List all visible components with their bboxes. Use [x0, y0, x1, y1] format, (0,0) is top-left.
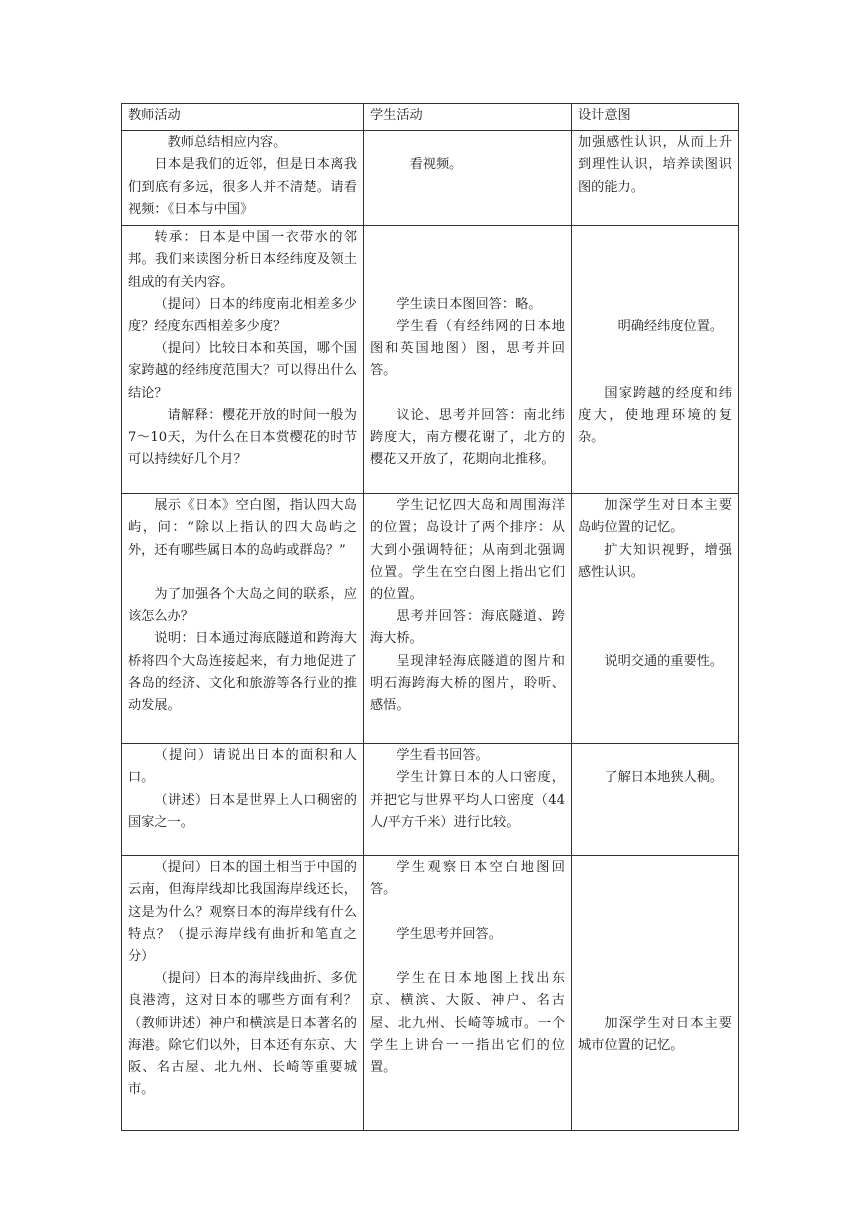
paragraph: 学生观察日本空白地图回答。: [370, 860, 565, 898]
teacher-activity-cell: [122, 131, 364, 226]
paragraph: [578, 272, 732, 294]
paragraph: 学生在日本地图上找出东京、横滨、大阪、神户、名古屋、北九州、长崎等城市。一个学生上讲台一一指出它们的位置。: [370, 971, 565, 1076]
design-intent-cell: [572, 856, 739, 1131]
student-activity-cell: [364, 494, 572, 744]
paragraph: （提问）日本的纬度南北相差多少度？经度东西相差多少度？: [128, 296, 357, 335]
teacher-activity-cell: [122, 856, 364, 1131]
paragraph: 展示《日本》空白图，指认四大岛屿，问：“除以上指认的四大岛屿之外，还有哪些属日本的岛屿或群岛？”: [128, 498, 357, 558]
paragraph: （提问）比较日本和英国，哪个国家跨越的经纬度范围大？可以得出什么结论？: [128, 341, 357, 401]
paragraph: [578, 924, 732, 946]
student-activity-cell: [364, 226, 572, 494]
paragraph: （讲述）日本是世界上人口稠密的国家之一。: [128, 792, 357, 830]
teacher-activity-cell: [122, 494, 364, 744]
paragraph: [128, 562, 357, 584]
design-intent-cell: [572, 131, 739, 226]
paragraph: 看视频。: [409, 157, 463, 173]
paragraph: [578, 745, 732, 767]
paragraph: 转承：日本是中国一衣带水的邻邦。我们来读图分析日本经纬度及领土组成的有关内容。: [128, 230, 357, 290]
paragraph: [578, 628, 732, 650]
paragraph: [578, 857, 732, 879]
paragraph: 加深学生对日本主要岛屿位置的记忆。: [578, 498, 732, 536]
paragraph: [578, 294, 732, 316]
paragraph: 加强感性认识，从而上升到理性认识，培养读图识图的能力。: [578, 135, 732, 195]
paragraph: 教师总结相应内容。: [167, 135, 287, 151]
teacher-activity-cell: [122, 226, 364, 494]
paragraph: [370, 383, 565, 405]
paragraph: 学生读日本图回答：略。: [396, 296, 542, 312]
paragraph: [578, 249, 732, 271]
paragraph: 呈现津轻海底隧道的图片和明石海跨海大桥的图片，聆听、感悟。: [370, 653, 565, 714]
paragraph: [578, 584, 732, 606]
paragraph: [370, 132, 565, 154]
design-intent-cell: [572, 494, 739, 744]
paragraph: （提问）请说出日本的面积和人口。: [128, 748, 357, 786]
paragraph: [578, 990, 732, 1012]
paragraph: [370, 272, 565, 294]
paragraph: 说明：日本通过海底隧道和跨海大桥将四个大岛连接起来，有力地促进了各岛的经济、文化和旅游等各行业的推动发展。: [128, 631, 357, 714]
paragraph: 说明交通的重要性。: [604, 653, 724, 669]
paragraph: 为了加强各个大岛之间的联系，应该怎么办？: [128, 587, 357, 625]
paragraph: [578, 879, 732, 901]
paragraph: [578, 227, 732, 249]
table-row: [122, 856, 739, 1131]
paragraph: 学生记忆四大岛和周围海洋的位置；岛设计了两个排序：从大到小强调特征；从南到北强调位置。学生在空白图上指出它们的位置。: [370, 498, 565, 603]
header-design-intent: 设计意图: [572, 104, 739, 131]
table-row: [122, 226, 739, 494]
design-intent-cell: [572, 744, 739, 856]
paragraph: [578, 902, 732, 924]
header-teacher-activity: 教师活动: [122, 104, 364, 131]
student-activity-cell: [364, 131, 572, 226]
paragraph: 学生思考并回答。: [396, 926, 502, 942]
paragraph: 日本是我们的近邻，但是日本离我们到底有多远，很多人并不清楚。请看视频：《日本与中国》: [128, 157, 357, 217]
paragraph: [578, 606, 732, 628]
paragraph: [370, 902, 565, 924]
header-student-activity: 学生活动: [364, 104, 572, 131]
paragraph: [578, 968, 732, 990]
table-header-row: [122, 104, 739, 131]
table-body: [122, 131, 739, 1131]
table-row: [122, 494, 739, 744]
paragraph: 加深学生对日本主要城市位置的记忆。: [578, 1015, 732, 1053]
paragraph: 思考并回答：海底隧道、跨海大桥。: [370, 609, 565, 647]
paragraph: [578, 338, 732, 360]
student-activity-cell: [364, 744, 572, 856]
table-row: [122, 744, 739, 856]
paragraph: 学生计算日本的人口密度，并把它与世界平均人口密度（44人/平方千米）进行比较。: [370, 770, 565, 830]
paragraph: 请解释：樱花开放的时间一般为7～10天，为什么在日本赏樱花的时节可以持续好几个月？: [128, 407, 357, 468]
paragraph: 明确经纬度位置。: [617, 319, 724, 335]
paragraph: 议论、思考并回答：南北纬跨度大，南方樱花谢了，北方的樱花又开放了，花期向北推移。: [370, 407, 565, 468]
paragraph: [578, 360, 732, 382]
paragraph: 国家跨越的经度和纬度大，使地理环境的复杂。: [578, 385, 732, 446]
paragraph: [370, 946, 565, 968]
design-intent-cell: [572, 226, 739, 494]
paragraph: [578, 946, 732, 968]
student-activity-cell: [364, 856, 572, 1131]
table-row: [122, 131, 739, 226]
paragraph: 学生看（有经纬网的日本地图和英国地图）图，思考并回答。: [370, 319, 565, 379]
paragraph: [370, 227, 565, 249]
paragraph: 扩大知识视野，增强感性认识。: [578, 542, 732, 580]
paragraph: （提问）日本的海岸线曲折、多优良港湾，这对日本的哪些方面有利？（教师讲述）神户和横滨是日本著名的海港。除它们以外，日本还有东京、大阪、名古屋、北九州、长崎等重要城市。: [128, 971, 357, 1098]
lesson-plan-table: [121, 103, 739, 1131]
paragraph: （提问）日本的国土相当于中国的云南，但海岸线却比我国海岸线还长，这是为什么？观察日本的海岸线有什么特点？（提示海岸线有曲折和笔直之分）: [128, 860, 357, 965]
paragraph: [370, 249, 565, 271]
teacher-activity-cell: [122, 744, 364, 856]
paragraph: 了解日本地狭人稠。: [604, 770, 724, 786]
paragraph: 学生看书回答。: [396, 748, 489, 764]
